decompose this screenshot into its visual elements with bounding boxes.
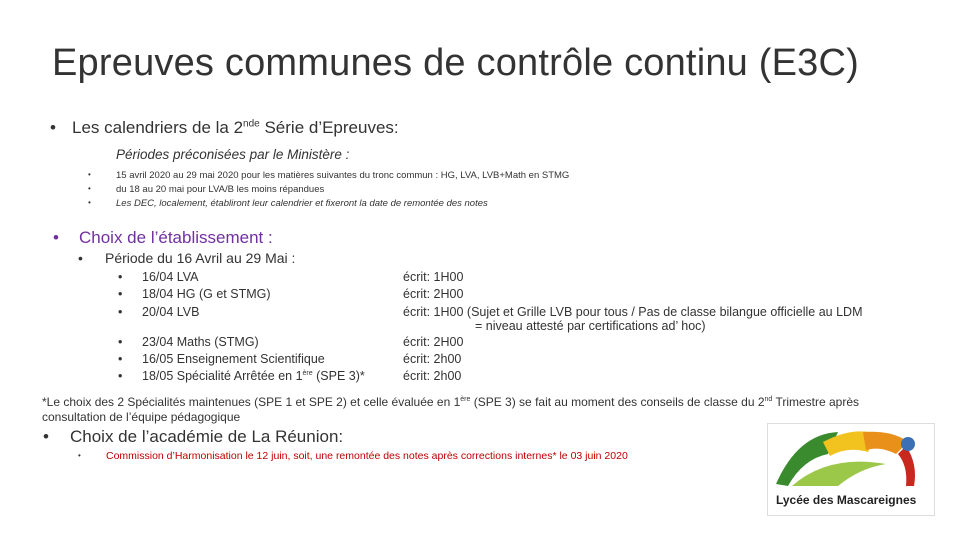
- logo-shape-lightgreen: [792, 462, 886, 486]
- note-pre: *Le choix des 2 Spécialités maintenues (SPE 1 et SPE 2) et celle évaluée en 1: [42, 395, 461, 409]
- section-academie: • Choix de l’académie de La Réunion:: [70, 427, 343, 447]
- ministry-item-1: • 15 avril 2020 au 29 mai 2020 pour les matières suivantes du tronc commun : HG, LVA, LVB+Math en STMG: [116, 170, 569, 181]
- exam-duration-6: écrit: 2h00: [403, 369, 462, 383]
- exam-subject-3: • 20/04 LVB: [142, 305, 199, 319]
- section-calendriers-post: Série d’Epreuves:: [259, 118, 399, 137]
- ministry-item-3: • Les DEC, localement, établiront leur calendrier et fixeront la date de remontée des notes: [116, 198, 488, 209]
- commission-item: • Commission d’Harmonisation le 12 juin, soit, une remontée des notes après corrections internes* le 03 juin 2020: [106, 450, 628, 462]
- specialites-note: [42, 392, 902, 425]
- exam-duration-4: écrit: 2H00: [403, 335, 464, 349]
- exam-duration-2: écrit: 2H00: [403, 287, 464, 301]
- exam-subject-2: • 18/04 HG (G et STMG): [142, 287, 271, 301]
- logo-shape-red: [898, 446, 915, 486]
- note-mid: (SPE 3) se fait au moment des conseils de classe du 2: [470, 395, 765, 409]
- logo-shape-blue: [901, 437, 915, 451]
- note-post: Trimestre après consultation de l’équipe pédagogique: [42, 395, 860, 424]
- school-logo: [767, 423, 935, 516]
- note-sup-1: ère: [460, 396, 471, 403]
- exam-duration-5: écrit: 2h00: [403, 352, 462, 366]
- school-logo-graphic: [768, 424, 934, 515]
- exam-subject-5: • 16/05 Enseignement Scientifique: [142, 352, 325, 366]
- page-title: Epreuves communes de contrôle continu (E3C): [52, 42, 859, 84]
- section-etablissement: • Choix de l’établissement :: [79, 228, 273, 248]
- exam-subject-6: [142, 369, 365, 383]
- exam-duration-3-extra: = niveau attesté par certifications ad’ hoc): [475, 319, 706, 333]
- exam-subject-6-sup: ère: [302, 369, 313, 377]
- exam-subject-1: • 16/04 LVA: [142, 270, 199, 284]
- section-calendriers: [72, 118, 399, 138]
- period-title: Périodes préconisées par le Ministère :: [116, 147, 350, 162]
- section-calendriers-pre: Les calendriers de la 2: [72, 118, 244, 137]
- exam-duration-1: écrit: 1H00: [403, 270, 464, 284]
- period-etablissement: • Période du 16 Avril au 29 Mai :: [105, 250, 295, 266]
- exam-duration-3: écrit: 1H00 (Sujet et Grille LVB pour tous / Pas de classe bilangue officielle au LDM: [403, 305, 863, 319]
- exam-subject-4: • 23/04 Maths (STMG): [142, 335, 259, 349]
- logo-text: Lycée des Mascareignes: [776, 493, 917, 507]
- section-calendriers-sup: nde: [243, 118, 260, 130]
- exam-subject-6-post: (SPE 3)*: [312, 369, 365, 383]
- exam-subject-6-pre: 18/05 Spécialité Arrêtée en 1: [142, 369, 303, 383]
- note-sup-2: nd: [764, 396, 773, 403]
- ministry-item-2: • du 18 au 20 mai pour LVA/B les moins répandues: [116, 184, 324, 195]
